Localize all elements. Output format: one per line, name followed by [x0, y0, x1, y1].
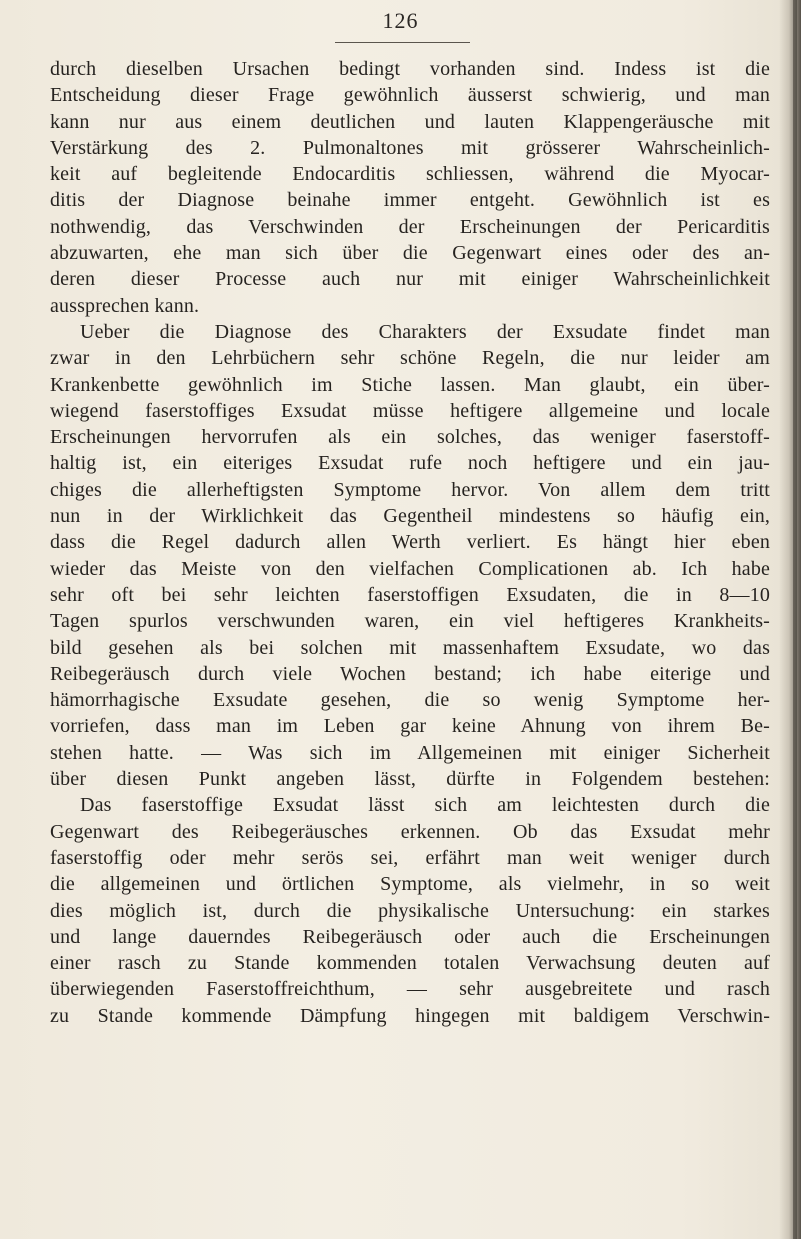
text-line: Krankenbette gewöhnlich im Stiche lassen. Man glaubt, ein über- — [50, 373, 770, 396]
text-line: dass die Regel dadurch allen Werth verliert. Es hängt hier eben — [50, 531, 770, 554]
text-line: Verstärkung des 2. Pulmonaltones mit grösserer Wahrscheinlich- — [50, 136, 770, 159]
text-line: nun in der Wirklichkeit das Gegentheil mindestens so häufig ein, — [50, 505, 770, 528]
text-line: Erscheinungen hervorrufen als ein solches, das weniger faserstoff- — [50, 426, 770, 449]
text-line: stehen hatte. — Was sich im Allgemeinen mit einiger Sicherheit — [50, 741, 770, 764]
text-line: keit auf begleitende Endocarditis schliessen, während die Myocar- — [50, 163, 770, 186]
text-line: hämorrhagische Exsudate gesehen, die so wenig Symptome her- — [50, 689, 770, 712]
text-line: deren dieser Processe auch nur mit einiger Wahrscheinlichkeit — [50, 268, 770, 291]
text-line: aussprechen kann. — [50, 294, 200, 317]
text-line: abzuwarten, ehe man sich über die Gegenwart eines oder des an- — [50, 242, 770, 265]
text-line: durch dieselben Ursachen bedingt vorhanden sind. Indess ist die — [50, 58, 770, 80]
text-line: Ueber die Diagnose des Charakters der Exsudate findet man — [80, 320, 770, 343]
text-line: faserstoffig oder mehr serös sei, erfährt man weit weniger durch — [50, 846, 770, 869]
text-line: bild gesehen als bei solchen mit massenhaftem Exsudate, wo das — [50, 636, 770, 659]
text-line: chiges die allerheftigsten Symptome hervor. Von allem dem tritt — [50, 478, 770, 501]
text-line: Tagen spurlos verschwunden waren, ein viel heftigeres Krankheits- — [50, 610, 770, 633]
text-line: zu Stande kommende Dämpfung hingegen mit baldigem Verschwin- — [50, 1004, 770, 1027]
body-text — [50, 56, 770, 1029]
page-edge-shadow — [779, 0, 801, 1239]
text-line: Entscheidung dieser Frage gewöhnlich äusserst schwierig, und man — [50, 84, 770, 107]
text-line: die allgemeinen und örtlichen Symptome, als vielmehr, in so weit — [50, 873, 770, 896]
page-number: 126 — [382, 8, 419, 33]
text-line: wiegend faserstoffiges Exsudat müsse heftigere allgemeine und locale — [50, 399, 770, 422]
text-line: Das faserstoffige Exsudat lässt sich am leichtesten durch die — [80, 794, 770, 817]
text-line: nothwendig, das Verschwinden der Erscheinungen der Pericarditis — [50, 215, 770, 238]
text-line: haltig ist, ein eiteriges Exsudat rufe noch heftigere und ein jau- — [50, 452, 770, 475]
text-line: ditis der Diagnose beinahe immer entgeht. Gewöhnlich ist es — [50, 189, 770, 212]
text-line: wieder das Meiste von den vielfachen Complicationen ab. Ich habe — [50, 557, 770, 580]
text-line: kann nur aus einem deutlichen und lauten Klappengeräusche mit — [50, 110, 770, 133]
text-line: sehr oft bei sehr leichten faserstoffigen Exsudaten, die in 8—10 — [50, 583, 770, 606]
text-line: zwar in den Lehrbüchern sehr schöne Regeln, die nur leider am — [50, 347, 770, 370]
text-line: einer rasch zu Stande kommenden totalen Verwachsung deuten auf — [50, 952, 770, 975]
page-edge-line — [793, 0, 797, 1239]
text-line: vorriefen, dass man im Leben gar keine Ahnung von ihrem Be- — [50, 715, 770, 738]
page-number-rule — [335, 42, 470, 43]
text-line: überwiegenden Faserstoffreichthum, — sehr ausgebreitete und rasch — [50, 978, 770, 1001]
text-line: und lange dauerndes Reibegeräusch oder auch die Erscheinungen — [50, 925, 770, 948]
text-line: Reibegeräusch durch viele Wochen bestand; ich habe eiterige und — [50, 662, 770, 685]
text-line: über diesen Punkt angeben lässt, dürfte in Folgendem bestehen: — [50, 768, 770, 791]
text-line: dies möglich ist, durch die physikalische Untersuchung: ein starkes — [50, 899, 770, 922]
text-line: Gegenwart des Reibegeräusches erkennen. Ob das Exsudat mehr — [50, 820, 770, 843]
